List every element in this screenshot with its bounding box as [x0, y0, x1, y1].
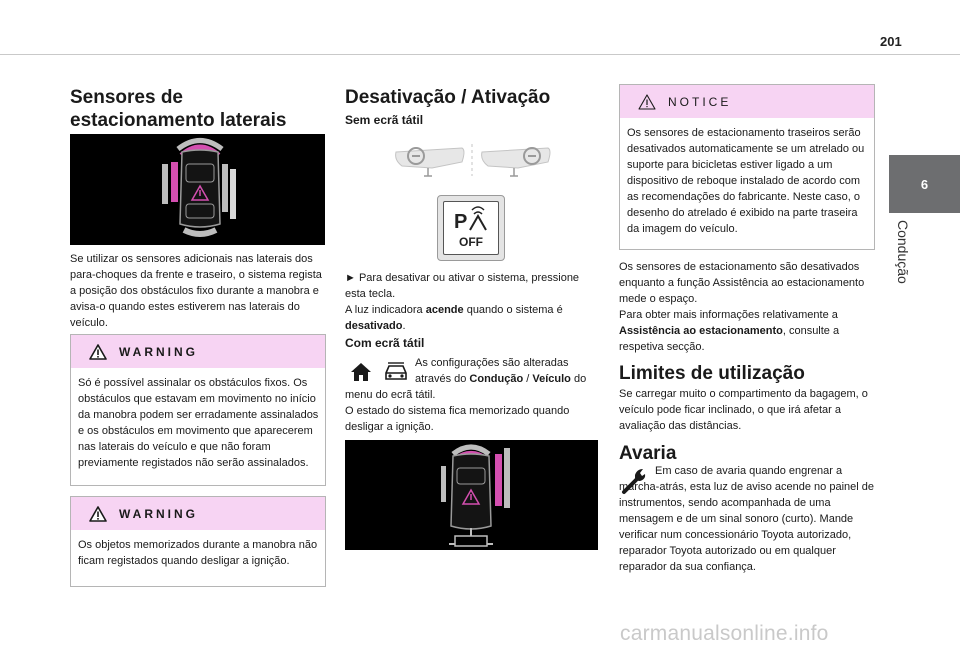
- car-top-view-with-side-sensors: [70, 134, 325, 245]
- indicator-on-word: acende: [425, 304, 464, 316]
- parking-assist-reference: [619, 307, 875, 355]
- parking-sensor-icon: [444, 206, 498, 236]
- memorized-state-text: O estado do sistema fica memorizado quando desligar a ignição.: [345, 405, 570, 433]
- indicator-deactivated-word: desativado: [345, 320, 403, 332]
- notice-label: NOTICE: [668, 94, 732, 109]
- chapter-label: [887, 220, 917, 300]
- notice-text: Os sensores de estacionamento traseiros serão desativados automaticamente se um atrelado ou suporte para bicicletas estiver ligado a um dispositivo de reboque instalado de acordo com as recomendações do fabricante. Neste caso, o desenho do atrelado é exibido na parte traseira da imagem do veículo.: [627, 127, 865, 235]
- notice-header: [620, 85, 874, 118]
- reference-text-post: , consulte a respetiva secção.: [619, 325, 840, 353]
- warning-header: [71, 335, 325, 368]
- subtitle-touchscreen: Com ecrã tátil: [345, 336, 425, 350]
- warning-label: WARNING: [119, 344, 198, 359]
- section-title-lateral-sensors: Sensores de estacionamento laterais: [70, 87, 287, 131]
- dashboard-location-illustration: [392, 140, 552, 180]
- trailer-illustration: [345, 440, 598, 550]
- touchscreen-instruction: [415, 355, 601, 387]
- section-title-limits: Limites de utilização: [619, 363, 805, 384]
- touch-text-post: do: [570, 373, 587, 385]
- chapter-title: Condução: [895, 220, 911, 284]
- notice-box: [619, 84, 875, 250]
- button-face: [443, 201, 499, 255]
- header-divider: [0, 54, 960, 55]
- parking-assist-term: Assistência ao estacionamento: [619, 325, 783, 337]
- page-number: 201: [880, 34, 902, 49]
- measure-deactivation-text: Os sensores de estacionamento são desativados enquanto a função Assistência ao estacionamento mede o espaço.: [619, 261, 865, 305]
- limits-text: Se carregar muito o compartimento da bagagem, o veículo pode ficar inclinado, o que irá afetar a avaliação das distâncias.: [619, 388, 868, 432]
- section-title-deactivation: Desativação / Ativação: [345, 87, 551, 108]
- off-label: OFF: [459, 235, 483, 249]
- touchscreen-menu-line: menu do ecrã tátil.: [345, 389, 436, 401]
- warning-label: WARNING: [119, 506, 198, 521]
- reference-text: Para obter mais informações relativamente a: [619, 309, 838, 321]
- lateral-sensors-illustration: [70, 134, 325, 245]
- home-icon: [349, 361, 373, 383]
- indicator-text: A luz indicadora: [345, 304, 426, 316]
- lateral-sensors-intro: Se utilizar os sensores adicionais nas laterais dos para-choques da frente e traseiro, o sistema regista a posição dos obstáculos fixo durante a manobra e avisa-o quando estes estiverem nas laterais do veículo.: [70, 253, 322, 329]
- svg-text:P: P: [454, 211, 468, 233]
- toggle-step: ► Para desativar ou ativar o sistema, pressione esta tecla.: [345, 272, 580, 300]
- warning-triangle-icon: [89, 344, 107, 360]
- watermark: carmanualsonline.info: [620, 622, 829, 645]
- warning-triangle-icon: [89, 506, 107, 522]
- chapter-number: 6: [920, 176, 929, 192]
- vehicle-settings-icon: [383, 361, 409, 383]
- warning-box-1: [70, 334, 326, 486]
- parking-sensor-off-button[interactable]: [437, 195, 505, 261]
- warning-header: [71, 497, 325, 530]
- toggle-instruction: [345, 270, 601, 334]
- chapter-tab[interactable]: [889, 155, 960, 213]
- warning-text: Só é possível assinalar os obstáculos fixos. Os obstáculos que estavam em movimento no início da manobra podem ser erradamente assinalados e os obstáculos em movimento que aparecerem nas laterais do veículo e que não foram previamente registados não serão assinalados.: [78, 377, 319, 469]
- menu-separator: /: [523, 373, 533, 385]
- dashboard-icon: [392, 140, 552, 180]
- malfunction-text: Em caso de avaria quando engrenar a marcha-atrás, esta luz de aviso acende no painel de instrumentos, sendo acompanhada de uma mensagem e de um sinal sonoro (curto). Mande verificar num concessionário Toyota autorizado, reparador Toyota autorizado ou em qualquer reparador da sua confiança.: [619, 465, 874, 573]
- car-top-view-with-trailer: [345, 440, 598, 550]
- subtitle-no-touchscreen: Sem ecrã tátil: [345, 113, 424, 127]
- touch-text: As configurações são alteradas através do: [415, 357, 569, 385]
- indicator-text-mid: quando o sistema é: [463, 304, 563, 316]
- warning-text: Os objetos memorizados durante a manobra não ficam registados quando desligar a ignição.: [78, 539, 318, 567]
- section-title-malfunction: Avaria: [619, 443, 677, 464]
- menu-vehicle: Veículo: [532, 373, 571, 385]
- indicator-text-end: .: [402, 320, 406, 332]
- notice-triangle-icon: [638, 94, 656, 110]
- menu-driving: Condução: [469, 373, 524, 385]
- warning-box-2: [70, 496, 326, 587]
